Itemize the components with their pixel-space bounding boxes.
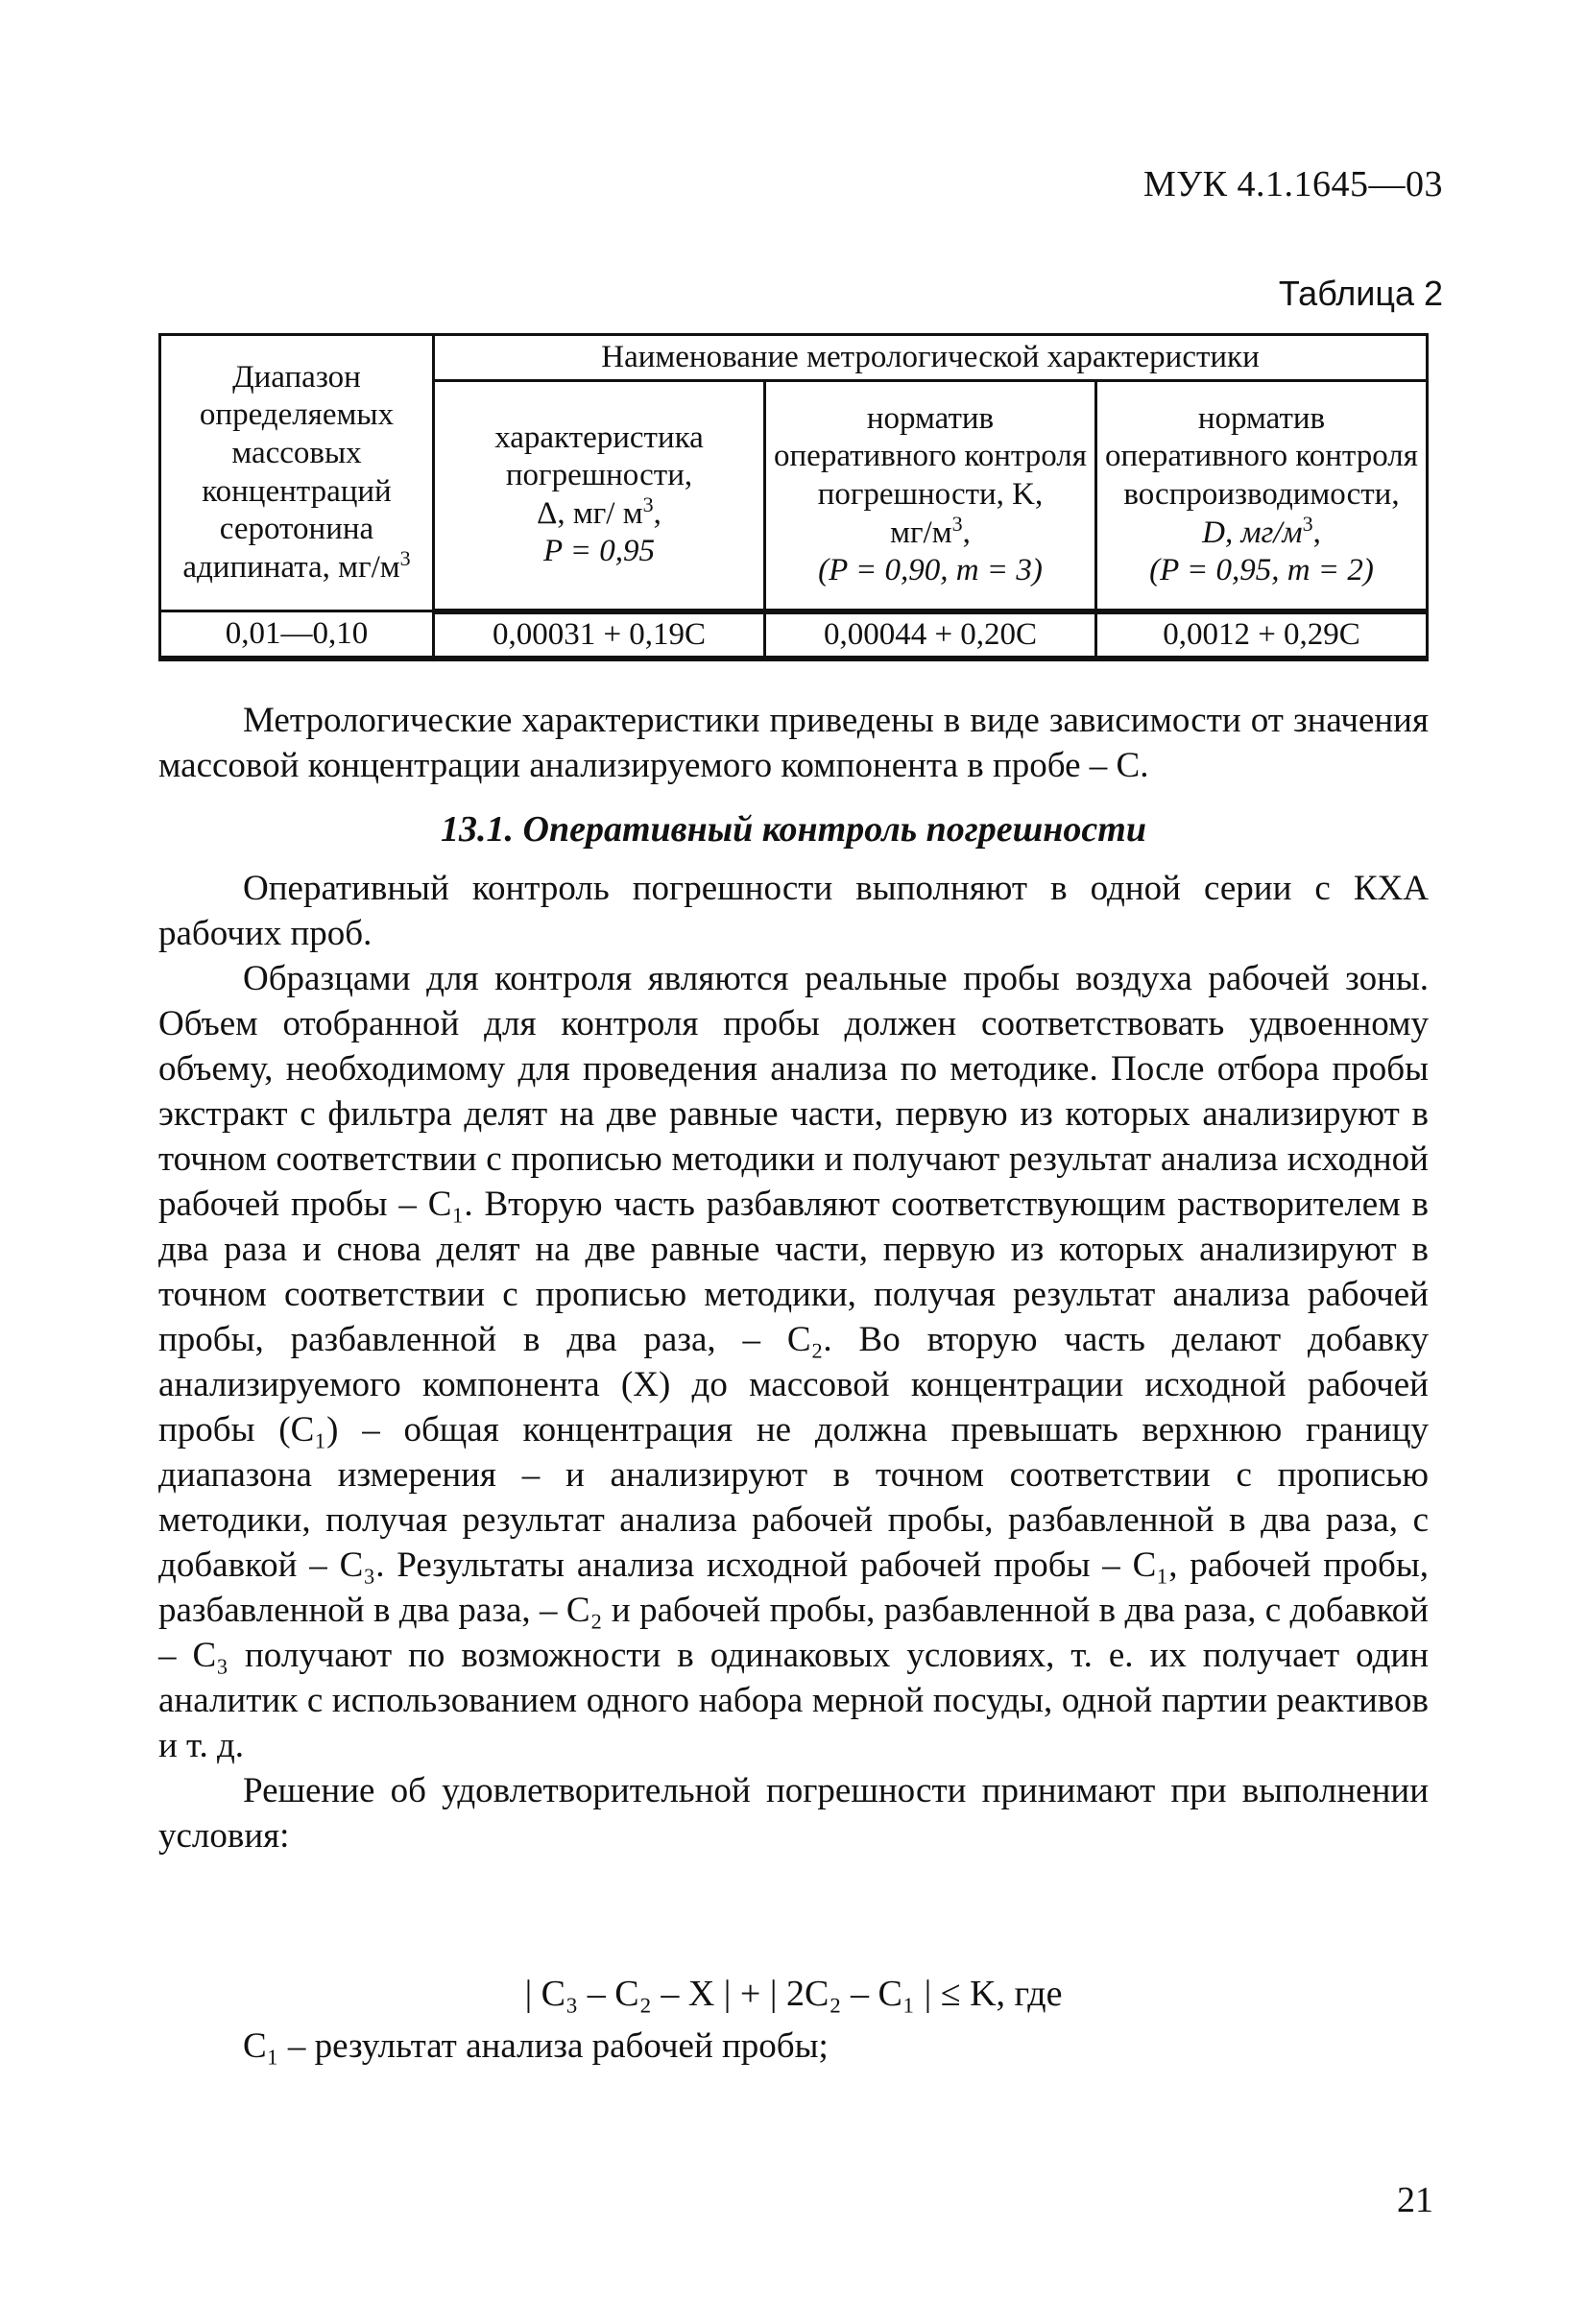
header-k-cell: норматив оперативного контроля погрешности, K, $мг/м^3$, (P = 0,90, m = 3) (765, 381, 1096, 611)
header-k-sup: 3 (951, 511, 963, 536)
group-header-label: Наименование метрологической характеристики (601, 339, 1260, 374)
paragraph-decision: Решение об удовлетворительной погрешности принимают при выполнении условия: (158, 1771, 1429, 1856)
header-delta-cell: характеристика погрешности, Δ, мг/ $м^3$, P = 0,95 (434, 381, 765, 611)
header-delta-p: P = 0,95 (542, 534, 656, 569)
header-d-unit: D, мг/м (1202, 515, 1303, 550)
header-d-cond: (P = 0,95, m = 2) (1149, 553, 1374, 588)
header-range-label: Диапазон определяемых массовых концентраций серотонина адипината, мг/м (182, 359, 400, 585)
cell-delta: 0,00031 + 0,19C (434, 611, 765, 659)
header-k-unit: мг/м (890, 515, 952, 550)
table-caption: Таблица 2 (1278, 274, 1443, 313)
body-block-1 (158, 698, 1429, 788)
group-header-cell (434, 335, 1428, 381)
body-block-3 (158, 2024, 1429, 2069)
section-heading: 13.1. Оперативный контроль погрешности (441, 809, 1146, 850)
header-k-name: норматив оперативного контроля погрешности, K, (774, 400, 1087, 512)
page-number: 21 (1397, 2180, 1433, 2220)
paragraph-control-procedure: Образцами для контроля являются реальные пробы воздуха рабочей зоны. Объем отобранной для контроля пробы должен соответствовать удвоенному объему, необходимому для проведения анализа по методике. После отбора пробы экстракт с фильтра делят на две равные части, первую из которых анализируют в точном соответствии с прописью методики и получают результат анализа исходной рабочей пробы – C₁. Вторую часть разбавляют соответствующим растворителем в два раза и снова делят на две равные части, первую из которых анализируют в точном соответствии с прописью методики, получая результат анализа рабочей пробы, разбавленной в два раза, – C₂. Во вторую часть делают добавку анализируемого компонента (X) до массовой концентрации исходной рабочей пробы (C₁) – общая концентрация не должна превышать верхнюю границу диапазона измерения – и анализируют в точном соответствии с прописью методики, получая результат анализа рабочей пробы, разбавленной в два раза, с добавкой – C₃. Результаты анализа исходной рабочей пробы – C₁, рабочей пробы, разбавленной в два раза, – C₂ и рабочей пробы, разбавленной в два раза, с добавкой – C₃ получают по возможности в одинаковых условиях, т. е. их получает один аналитик с использованием одного набора мерной посуды, одной партии реактивов и т. д. (158, 959, 1429, 1765)
header-range-cell (160, 335, 434, 611)
header-delta-name: характеристика погрешности, (494, 419, 704, 493)
formula: | C₃ – C₂ – X | + | 2C₂ – C₁ | ≤ K, где (524, 1974, 1063, 2014)
header-delta-sym: Δ, мг/ м (537, 495, 643, 531)
metrology-table (158, 333, 1429, 661)
cell-range: 0,01—0,10 (160, 611, 434, 659)
header-d-sup: 3 (1302, 511, 1313, 536)
header-d-name: норматив оперативного контроля воспроизводимости, (1105, 400, 1418, 512)
table-row (160, 611, 1428, 659)
header-delta-sup: 3 (642, 491, 654, 516)
paragraph-metrology-note: Метрологические характеристики приведены в виде зависимости от значения массовой концентрации анализируемого компонента в пробе – C. (158, 701, 1429, 785)
document-code: МУК 4.1.1645—03 (1142, 164, 1443, 204)
header-range-sup: 3 (399, 545, 411, 570)
body-block-2 (158, 866, 1429, 1858)
cell-d: 0,0012 + 0,29C (1096, 611, 1428, 659)
paragraph-c1-definition: C₁ – результат анализа рабочей пробы; (243, 2026, 829, 2066)
paragraph-control-series: Оперативный контроль погрешности выполняют в одной серии с КХА рабочих проб. (158, 869, 1429, 953)
header-k-cond: (P = 0,90, m = 3) (818, 553, 1043, 588)
header-d-cell: норматив оперативного контроля воспроизводимости, D, $мг/м^3$, (P = 0,95, m = 2) (1096, 381, 1428, 611)
cell-k: 0,00044 + 0,20C (765, 611, 1096, 659)
